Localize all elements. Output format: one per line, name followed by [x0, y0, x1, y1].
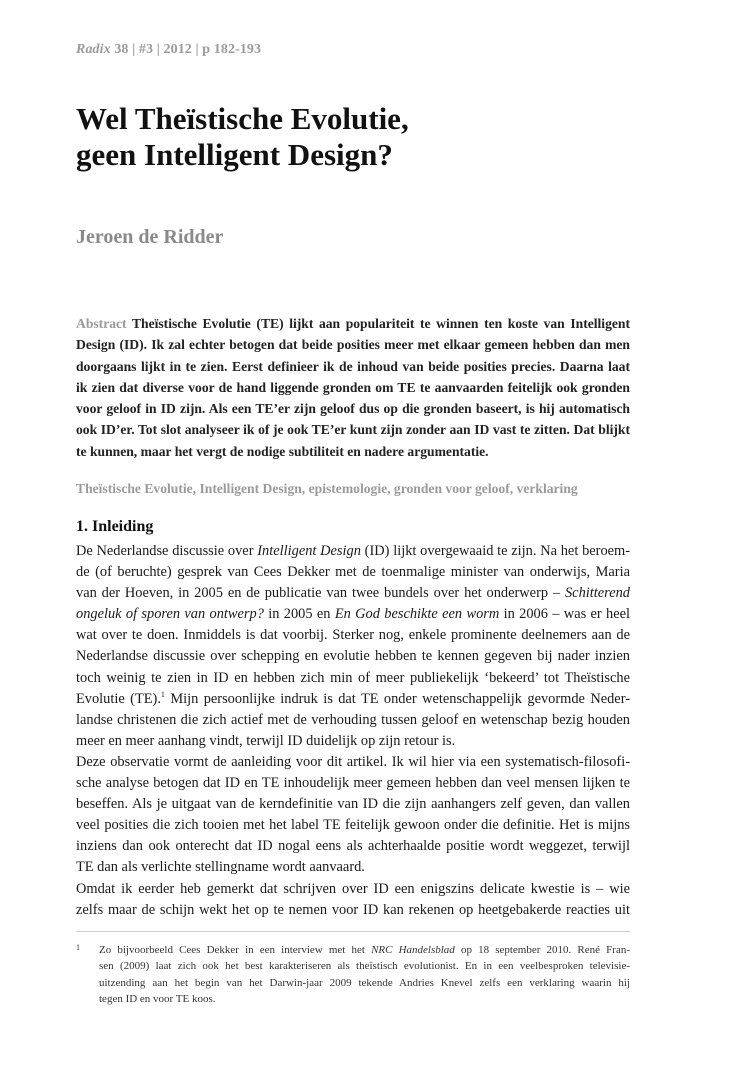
footnote-text	[99, 942, 630, 1008]
book-title: ongeluk of sporen van ontwerp?	[76, 606, 264, 623]
body-text	[76, 541, 630, 921]
body-line: Omdat ik eerder heb gemerkt dat schrijven over ID een enigszins delicate kwestie is – wie	[76, 880, 630, 897]
body-line: meer en meer aanhang vindt, terwijl ID duidelijk op zijn retour is.	[76, 732, 456, 749]
abstract-line: ik zien dat diverse voor de hand liggende gronden om TE te aanvaarden feitelijk ook gronden	[76, 379, 630, 395]
abstract-line: ook ID’er. Tot slot analyseer ik of je ook TE’er kunt zijn zonder aan ID vast te zitten. Dat blijkt	[76, 422, 630, 438]
body-line: toch weinig te zien in ID en hebben zich min of meer publiekelijk ‘bekeerd’ tot Theïstische	[76, 669, 630, 686]
book-title: En God beschikte een worm	[334, 606, 500, 623]
body-line: sche analyse betogen dat ID en TE inhoudelijk meer gemeen hebben dan veel mensen lijken te	[76, 775, 630, 792]
author-name: Jeroen de Ridder	[76, 226, 224, 248]
journal-name: Radix	[76, 42, 111, 57]
keywords: Theïstische Evolutie, Intelligent Design, epistemologie, gronden voor geloof, verklaring	[76, 481, 578, 496]
body-line: De Nederlandse discussie over Intelligent Design (ID) lijkt overgewaaid te zijn. Na het beroem-	[76, 543, 630, 559]
section-heading: 1. Inleiding	[76, 518, 154, 535]
body-line: de (of beruchte) gesprek van Cees Dekker met de toenmalige minister van onderwijs, Maria	[76, 564, 630, 581]
body-line: landse christenen die zich actief met de verhouding tussen geloof en wetenschap bezig houden	[76, 711, 630, 728]
footnote	[76, 942, 630, 1008]
body-line: inziens dan ook onterecht dat ID nogal eens als achterhaalde positie wordt weggezet, terwijl	[76, 838, 630, 855]
footnote-line: sen (2009) laat zich ook het best karakteriseren als theïstisch evolutionist. En in een veelbesproken televisie-	[99, 960, 630, 973]
book-title: Schitterend	[564, 585, 630, 602]
emphasis: Intelligent Design	[257, 543, 361, 559]
body-line: beseffen. Als je uitgaat van de kerndefinitie van ID die zijn aanhangers zelf geven, dan vallen	[76, 796, 630, 813]
abstract-line: Abstract Theïstische Evolutie (TE) lijkt aan populariteit te winnen ten koste van Intelligent	[76, 316, 630, 331]
abstract-label: Abstract	[76, 316, 127, 331]
newspaper-title: NRC Handelsblad	[371, 944, 455, 956]
abstract-line: voor geloof in ID zijn. Als een TE’er zijn geloof dus op die gronden baseert, is hij automatisch	[76, 401, 630, 417]
body-line: veel posities die zich tooien met het label TE feitelijk gewoon onder die definitie. Het is mijns	[76, 817, 630, 834]
body-line: Deze observatie vormt de aanleiding voor dit artikel. Ik wil hier via een systematisch-filosofi-	[76, 753, 630, 770]
body-line: Nederlandse discussie over schepping en evolutie hebben te kennen gegeven bij nader inzien	[76, 648, 630, 665]
body-line: Evolutie (TE).$^1$ Mijn persoonlijke indruk is dat TE onder wetenschappelijk gevormde Neder-	[76, 689, 630, 707]
article-title	[76, 101, 596, 173]
footnote-ref[interactable]: 1	[160, 689, 165, 699]
body-line: wat over te doen. Inmiddels is dat voorbij. Sterker nog, enkele prominente deelnemers aan de	[76, 627, 630, 644]
footnote-divider	[76, 931, 630, 932]
abstract-line: te kunnen, maar het vergt de nodige subtiliteit en nadere argumentatie.	[76, 443, 489, 459]
body-line: ongeluk of sporen van ontwerp? in 2005 en En God beschikte een worm in 2006 – was er heel	[76, 606, 630, 623]
title-line-2: geen Intelligent Design?	[76, 137, 393, 172]
footnote-line: Zo bijvoorbeeld Cees Dekker in een interview met het NRC Handelsblad op 18 september 2010. René Fran-	[99, 944, 630, 956]
issue-info: 38 | #3 | 2012 | p 182-193	[110, 42, 262, 57]
body-line: zelfs maar de schijn wekt het op te nemen voor ID kan rekenen op heetgebakerde reacties uit	[76, 901, 630, 918]
title-line-1: Wel Theïstische Evolutie,	[76, 101, 409, 136]
running-head	[76, 42, 261, 58]
abstract	[76, 313, 630, 462]
footnote-number: 1	[76, 943, 80, 952]
footnote-line: tegen ID en voor TE koos.	[99, 993, 216, 1006]
abstract-line: doorgaans lijkt in te zien. Eerst definieer ik de inhoud van beide posities precies. Daarna laat	[76, 358, 630, 374]
body-line: van der Hoeven, in 2005 en de publicatie van twee bundels over het onderwerp – Schitterend	[76, 585, 630, 602]
abstract-line: Design (ID). Ik zal echter betogen dat beide posities meer met elkaar gemeen hebben dan men	[76, 337, 630, 353]
footnote-line: uitzending aan het begin van het Darwin-jaar 2009 tekende Andries Knevel zelfs een verklaring waarin hij	[99, 976, 630, 989]
body-line: TE dan als verlichte stellingname wordt aanvaard.	[76, 859, 365, 876]
